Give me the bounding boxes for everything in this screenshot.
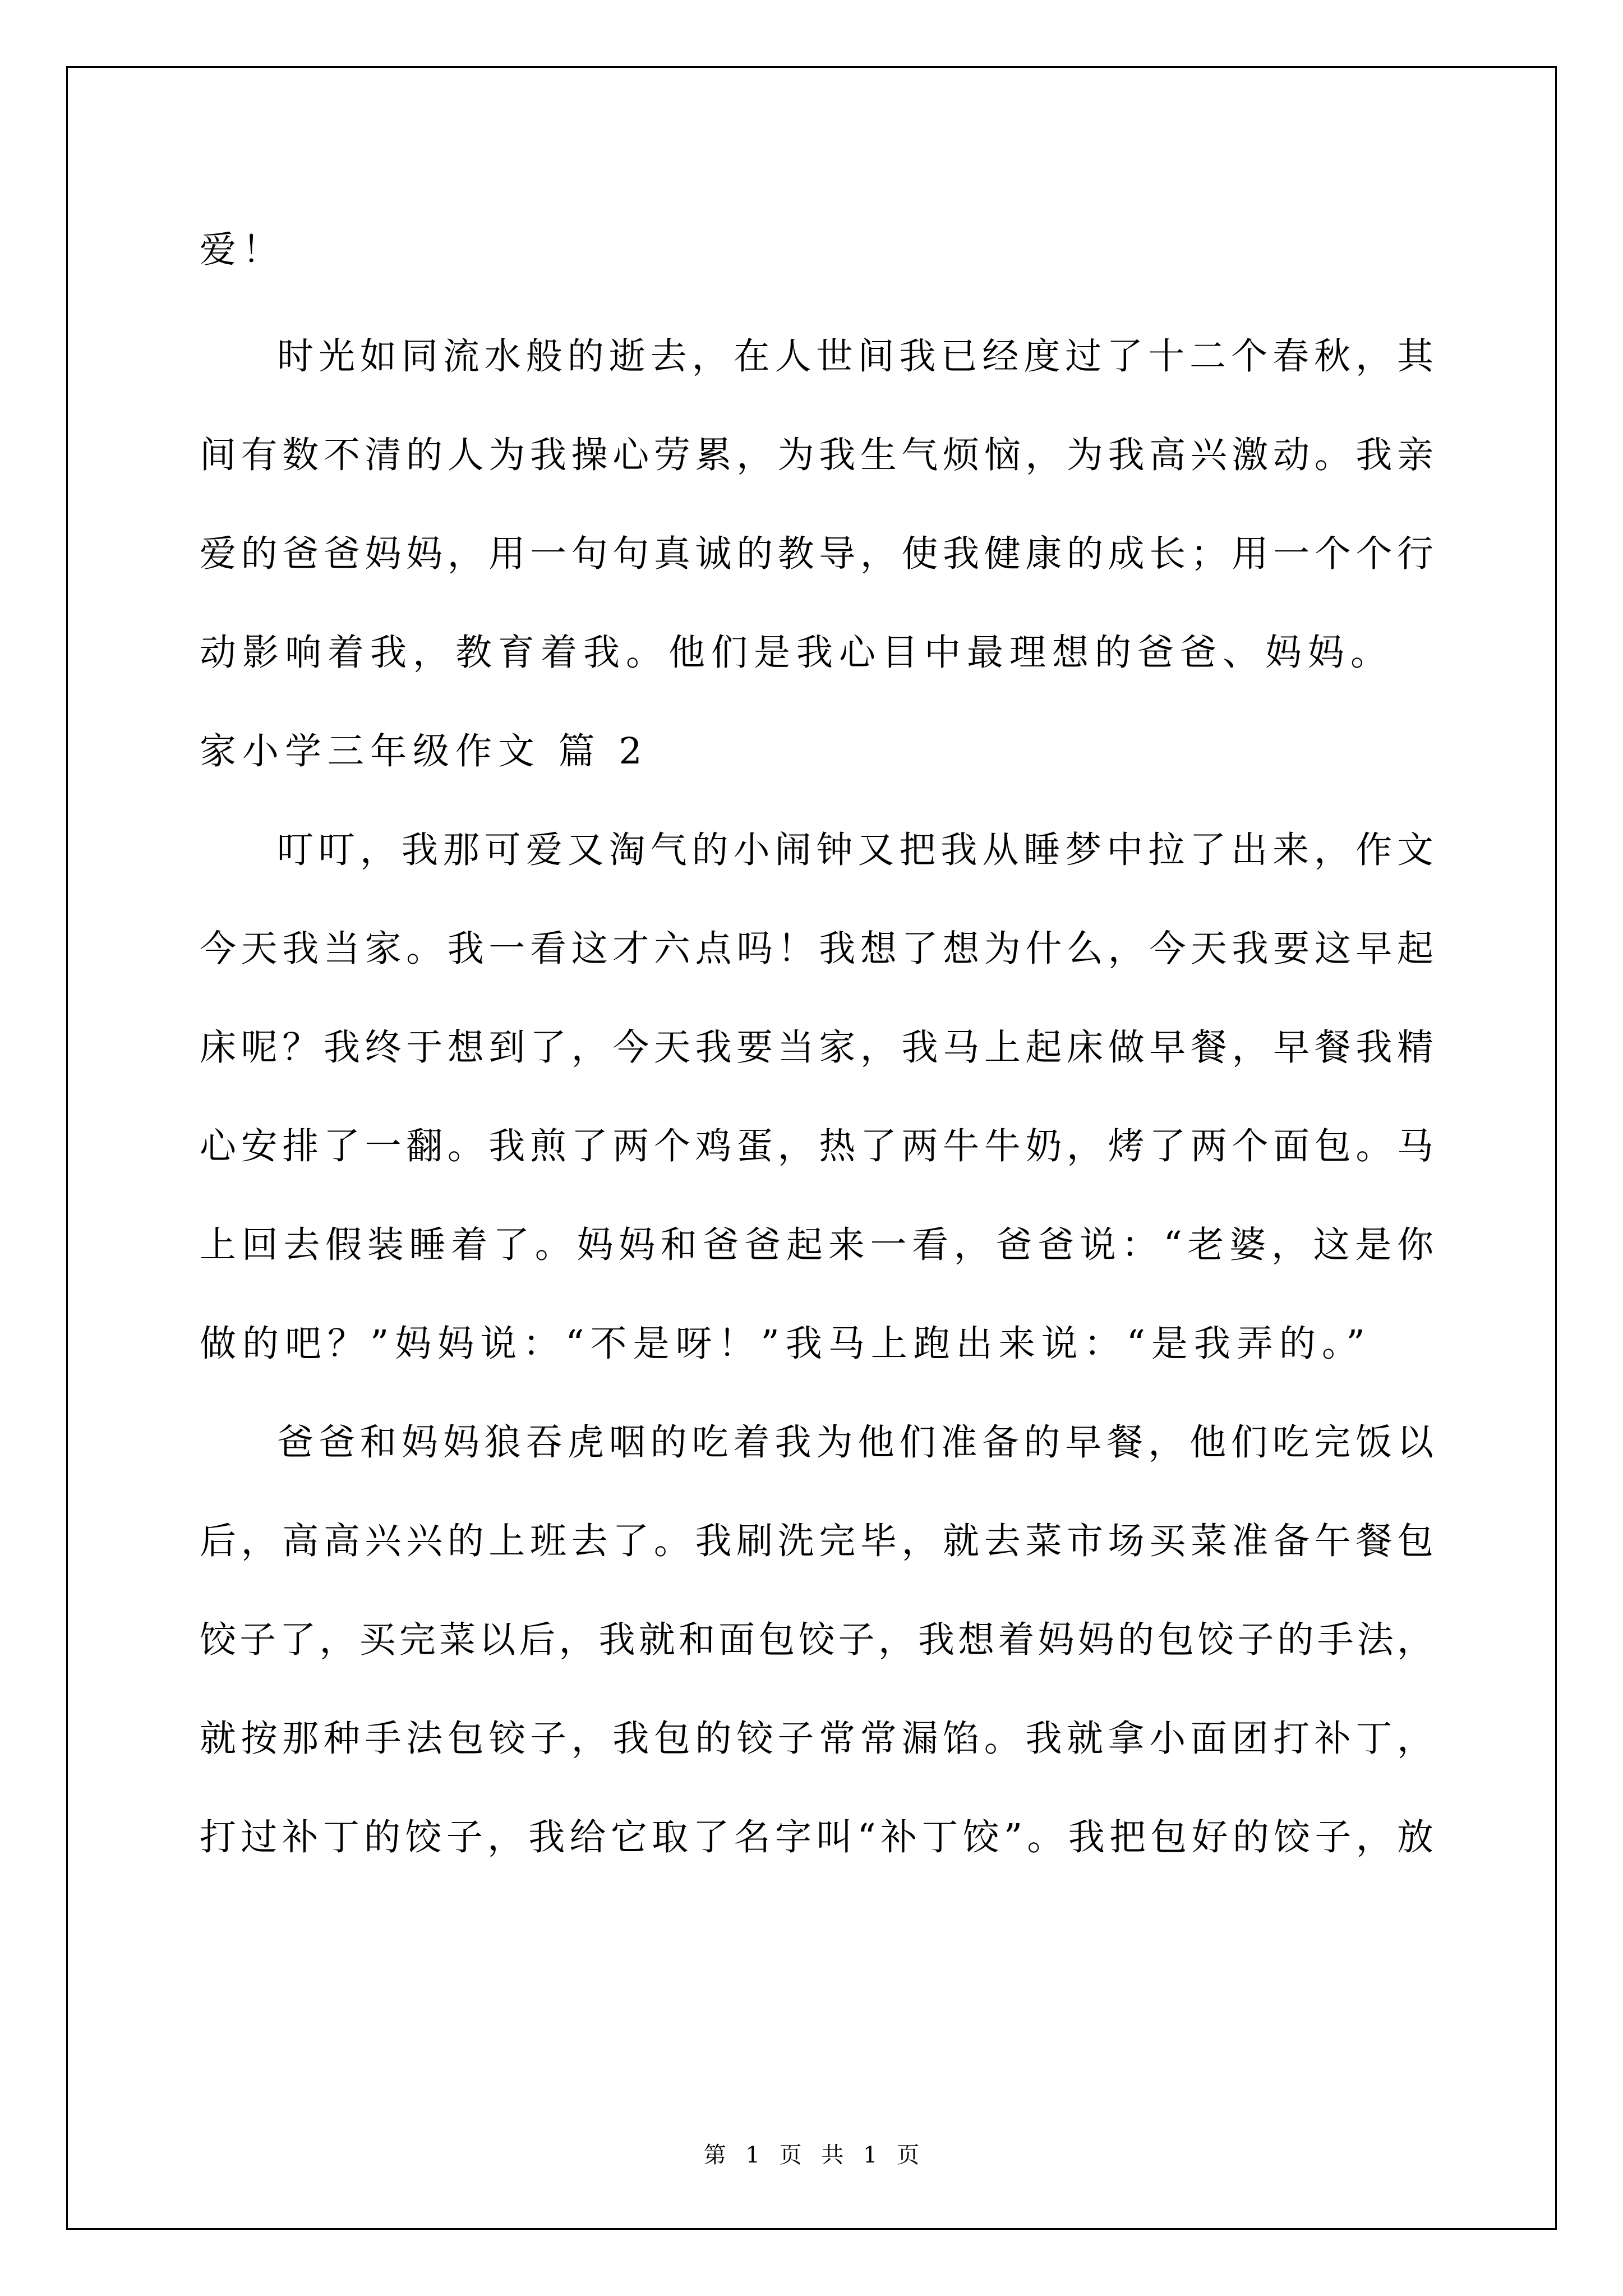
text-line: 爱！ bbox=[200, 229, 285, 271]
text-line: 间有数不清的人为我操心劳累，为我生气烦恼，为我高兴激动。我亲 bbox=[200, 434, 1433, 476]
text-line: 爸爸和妈妈狼吞虎咽的吃着我为他们准备的早餐，他们吃完饭以 bbox=[277, 1421, 1433, 1464]
section-heading: 家小学三年级作文 篇 2 bbox=[200, 730, 648, 772]
text-line: 做的吧？”妈妈说：“不是呀！”我马上跑出来说：“是我弄的。” bbox=[200, 1323, 1371, 1365]
text-line: 床呢？我终于想到了，今天我要当家，我马上起床做早餐，早餐我精 bbox=[200, 1027, 1433, 1069]
text-line: 上回去假装睡着了。妈妈和爸爸起来一看，爸爸说：“老婆，这是你 bbox=[200, 1224, 1433, 1266]
text-line: 就按那种手法包铰子，我包的铰子常常漏馅。我就拿小面团打补丁， bbox=[200, 1718, 1433, 1760]
page-number-footer: 第 1 页 共 1 页 bbox=[703, 2142, 920, 2168]
text-line: 心安排了一翻。我煎了两个鸡蛋，热了两牛牛奶，烤了两个面包。马 bbox=[200, 1125, 1433, 1167]
text-line: 饺子了，买完菜以后，我就和面包饺子，我想着妈妈的包饺子的手法， bbox=[200, 1619, 1433, 1661]
text-line: 爱的爸爸妈妈，用一句句真诚的教导，使我健康的成长；用一个个行 bbox=[200, 533, 1433, 575]
text-line: 打过补丁的饺子，我给它取了名字叫“补丁饺”。我把包好的饺子，放 bbox=[200, 1816, 1433, 1858]
text-line: 动影响着我，教育着我。他们是我心目中最理想的爸爸、妈妈。 bbox=[200, 632, 1394, 674]
text-line: 后，高高兴兴的上班去了。我刷洗完毕，就去菜市场买菜准备午餐包 bbox=[200, 1520, 1433, 1562]
text-line: 时光如同流水般的逝去，在人世间我已经度过了十二个春秋，其 bbox=[277, 335, 1433, 378]
text-line: 叮叮，我那可爱又淘气的小闹钟又把我从睡梦中拉了出来，作文 bbox=[277, 829, 1433, 871]
text-line: 今天我当家。我一看这才六点吗！我想了想为什么，今天我要这早起 bbox=[200, 928, 1433, 970]
